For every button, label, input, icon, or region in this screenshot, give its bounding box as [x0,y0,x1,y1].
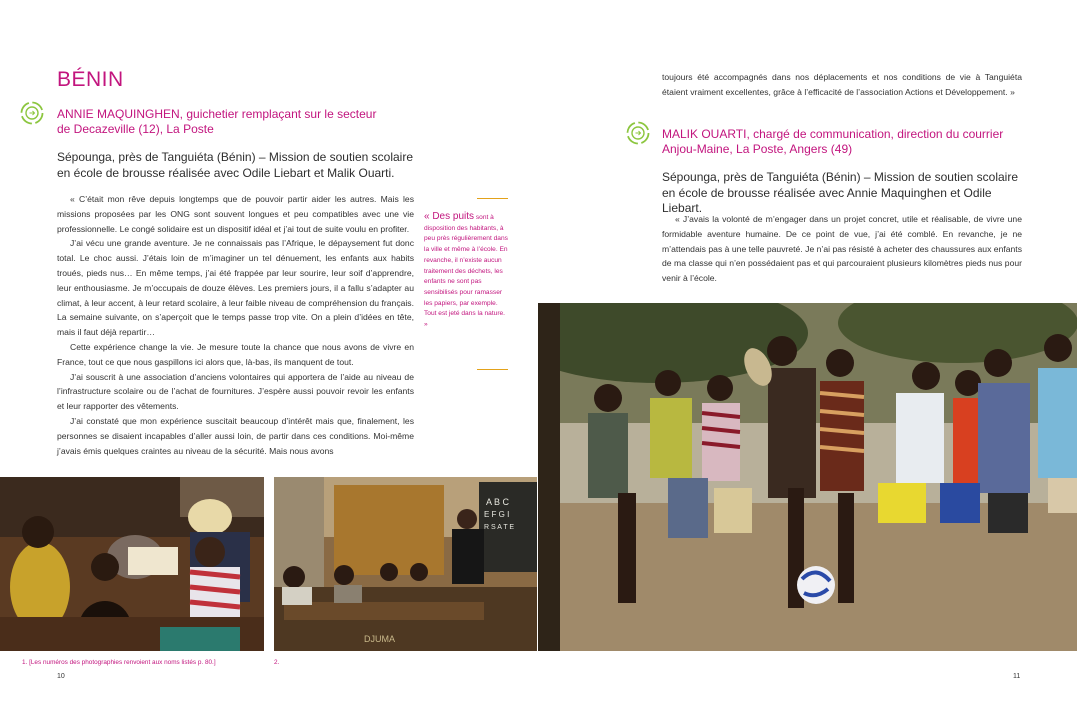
photo-children-football [538,303,1077,651]
author-annie: ANNIE MAQUINGHEN, guichetier remplaçant sur le secteur de Decazeville (12), La Poste [57,107,377,136]
pullquote-rule-bottom [477,369,508,370]
page-number-left: 10 [57,673,65,680]
paragraph: « C’était mon rêve depuis longtemps que de pouvoir partir aider les autres. Mais les missions proposées par les ONG sont souvent longues et peu compatibles avec une vie professionnelle. Le congé solidaire est un dispositif idéal et j’ai tout de suite voulu en profiter. [57,194,414,234]
blackboard-line: E F G I [484,510,510,519]
photo-caption: 1. [Les numéros des photographies renvoient aux noms listés p. 80.] [22,659,216,666]
pullquote [424,212,510,331]
paragraph: « J’avais la volonté de m’engager dans un projet concret, utile et réalisable, de vivre une formidable aventure humaine. De ce point de vue, j’ai été comblé. En revanche, je ne m’attendais pas à une telle pauvreté. Je n’ai pas résisté à acheter des chaussures aux enfants de ma classe qui n’en possédaient pas et qui parcouraient plusieurs kilomètres pieds nus pour venir à l’école. [662,214,1022,284]
page-number-right: 11 [1013,673,1021,680]
photo-classroom-children [0,477,264,651]
mission-description-left: Sépounga, près de Tanguiéta (Bénin) – Mission de soutien scolaire en école de brousse réalisée avec Odile Liebart et Malik Ouarti. [57,150,414,180]
blackboard-line: A B C [486,497,510,507]
section-title: BÉNIN [57,68,124,91]
paragraph: J’ai vécu une grande aventure. Je ne connaissais pas l’Afrique, le dépaysement fut donc total. Le choc aussi. J’étais loin de m’imaginer un tel dénuement, les enfants aux habits troués, pieds nus… En même temps, j’ai été frappée par leur sourire, leur soif d’apprendre, leur enthousiasme. Je m’occupais de douze élèves. Les premiers jours, il a fallu s’adapter au climat, à leur accent, à leur retard scolaire, à leur faible niveau de compréhension du français. La semaine suivante, on s’aperçoit que le temps passe trop vite. On a plein d’idées en tête, mais il faut déjà repartir… [57,238,414,338]
testimony-annie-continued [662,70,1022,100]
paragraph: J’ai souscrit à une association d’anciens volontaires qui apportera de l’aide au niveau de l’infrastructure scolaire ou de l’achat de fournitures. J’espère aussi pouvoir revoir les enfants et leur rapporter des vêtements. [57,371,414,412]
photo-classroom-blackboard [274,477,537,651]
paragraph: toujours été accompagnés dans nos déplacements et nos conditions de vie à Tanguiéta étaient vraiment excellentes, grâce à l’efficacité de l’association Actions et Développement. » [662,72,1022,97]
author-marker-icon [20,101,44,125]
paragraph: J’ai constaté que mon expérience suscitait beaucoup d’intérêt mais que, finalement, les personnes se disaient incapables d’aller aussi loin, de partir dans ces conditions. Moi-même j’avais émis quelques craintes au niveau de la sécurité. Mais nous avons [57,415,414,456]
desk-inscription: DJUMA [364,634,395,644]
blackboard-line: R S A T E [484,524,515,531]
paragraph: Cette expérience change la vie. Je mesure toute la chance que nous avons de vivre en France, tout ce que nous gaspillons ici alors que, là-bas, ils manquent de tout. [57,341,414,367]
testimony-malik [662,212,1022,286]
mission-description-right: Sépounga, près de Tanguiéta (Bénin) – Mission de soutien scolaire en école de brousse réalisée avec Annie Maquinghen et Odile Liebart. [662,170,1019,215]
author-marker-icon [626,121,650,145]
pullquote-text: sont à disposition des habitants, à peu près régulièrement dans la ville et même à l’école. En revanche, il n’existe aucun traitement des déchets, les enfants ne sont pas sensibilisés pour ramasser les papiers, par exemple. Tout est jeté dans la nature. » [424,214,508,329]
pullquote-rule-top [477,198,508,199]
testimony-annie [57,192,414,458]
pullquote-lead: « Des puits [424,211,475,222]
author-malik: MALIK OUARTI, chargé de communication, direction du courrier Anjou-Maine, La Poste, Angers (49) [662,127,1004,156]
photo-caption: 2. [274,659,280,666]
